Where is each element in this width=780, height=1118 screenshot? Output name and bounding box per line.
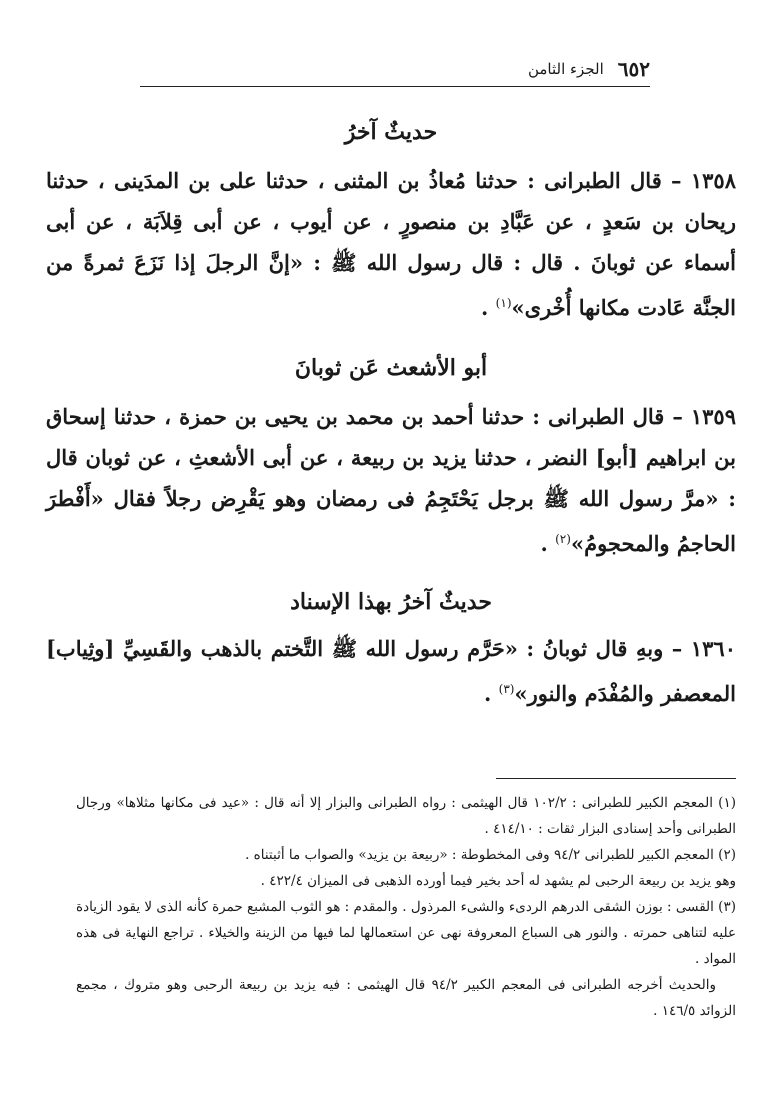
footnote-marker: (٢) bbox=[555, 532, 571, 546]
hadith-tail: . bbox=[540, 531, 556, 556]
hadith-paragraph bbox=[46, 160, 736, 328]
hadith-tail: . bbox=[484, 681, 499, 706]
section-heading: أبو الأشعث عَن ثوبانَ bbox=[294, 355, 488, 381]
hadith-paragraph bbox=[46, 396, 736, 564]
footnote-3: (٣) القسى : بوزن الشقى الدرهم الردىء والشىء المرذول . والمقدم : هو الثوب المشبع حمرة كأنه الذى لا يقود الزيادة عليه لتناهى حمرته . والنور هى السباع المعروفة نهى عن استعمالها لما فيها من الزينة والخيلاء . تراجع النهاية فى هذه المواد . bbox=[76, 899, 736, 967]
footnote-2: (٢) المعجم الكبير للطبرانى ٩٤/٢ وفى المخطوطة : «ربيعة بن يزيد» والصواب ما أثبتناه . bbox=[245, 847, 736, 863]
page-number: ٦٥٢ bbox=[617, 57, 650, 81]
hadith-tail: . bbox=[481, 295, 496, 320]
hadith-text: ١٣٦٠ – وبهِ قال ثوبانُ : «حَرَّم رسول الله ﷺ التَّختم بالذهب والقَسِيِّ [وثِياب] المعصفر والمُفْدَم والنور» bbox=[46, 636, 736, 706]
volume-title: الجزء الثامن bbox=[527, 60, 604, 78]
main-text bbox=[46, 108, 736, 714]
footnotes bbox=[76, 790, 736, 1024]
footnote-2-continued: وهو يزيد بن ربيعة الرحبى لم يشهد له أحد بخير فيما أورده الذهبى فى الميزان ٤٢٢/٤ . bbox=[260, 873, 736, 889]
running-header bbox=[140, 52, 650, 87]
footnote-3-continued: والحديث أخرجه الطبرانى فى المعجم الكبير ٩٤/٢ قال الهيثمى : فيه يزيد بن ربيعة الرحبى وهو متروك ، مجمع الزوائد ١٤٦/٥ . bbox=[76, 977, 736, 1019]
section-heading: حديثٌ آخرُ بهذا الإسناد bbox=[290, 589, 492, 615]
footnote-1: (١) المعجم الكبير للطبرانى : ١٠٢/٢ قال الهيثمى : رواه الطبرانى والبزار إلا أنه قال : «عيد فى مكانها مثلاها» ورجال الطبرانى وأحد إسنادى البزار ثقات : ٤١٤/١٠ . bbox=[76, 795, 736, 837]
hadith-paragraph bbox=[46, 628, 736, 714]
footnote-marker: (١) bbox=[495, 296, 512, 310]
hadith-text: ١٣٥٩ – قال الطبرانى : حدثنا أحمد بن محمد بن يحيى بن حمزة ، حدثنا إسحاق بن ابراهيم [أبو] النضر ، حدثنا يزيد بن ربيعة ، عن أبى الأشعثِ ، عن ثوبان قال : «مرَّ رسول الله ﷺ برجل يَحْتَجِمُ فى رمضان وهو يَقْرِض رجلاً فقال «أَفْطرَ الحاجمُ والمحجومُ» bbox=[46, 404, 736, 556]
footnote-marker: (٣) bbox=[498, 682, 515, 696]
footnote-divider bbox=[496, 778, 736, 779]
section-heading: حديثٌ آخرُ bbox=[344, 119, 438, 145]
hadith-text: ١٣٥٨ – قال الطبرانى : حدثنا مُعاذُ بن المثنى ، حدثنا على بن المدَينى ، حدثنا ريحان بن سَعدٍ ، عن عَبَّادِ بن منصورٍ ، عن أيوب ، عن أبى قِلاَبَة ، عن أبى أسماء عن ثوبانَ . قال : قال رسول الله ﷺ : «إنَّ الرجلَ إذا نَزَعَ ثمرةً من الجنَّة عَادت مكانها أُخْرى» bbox=[46, 168, 736, 320]
